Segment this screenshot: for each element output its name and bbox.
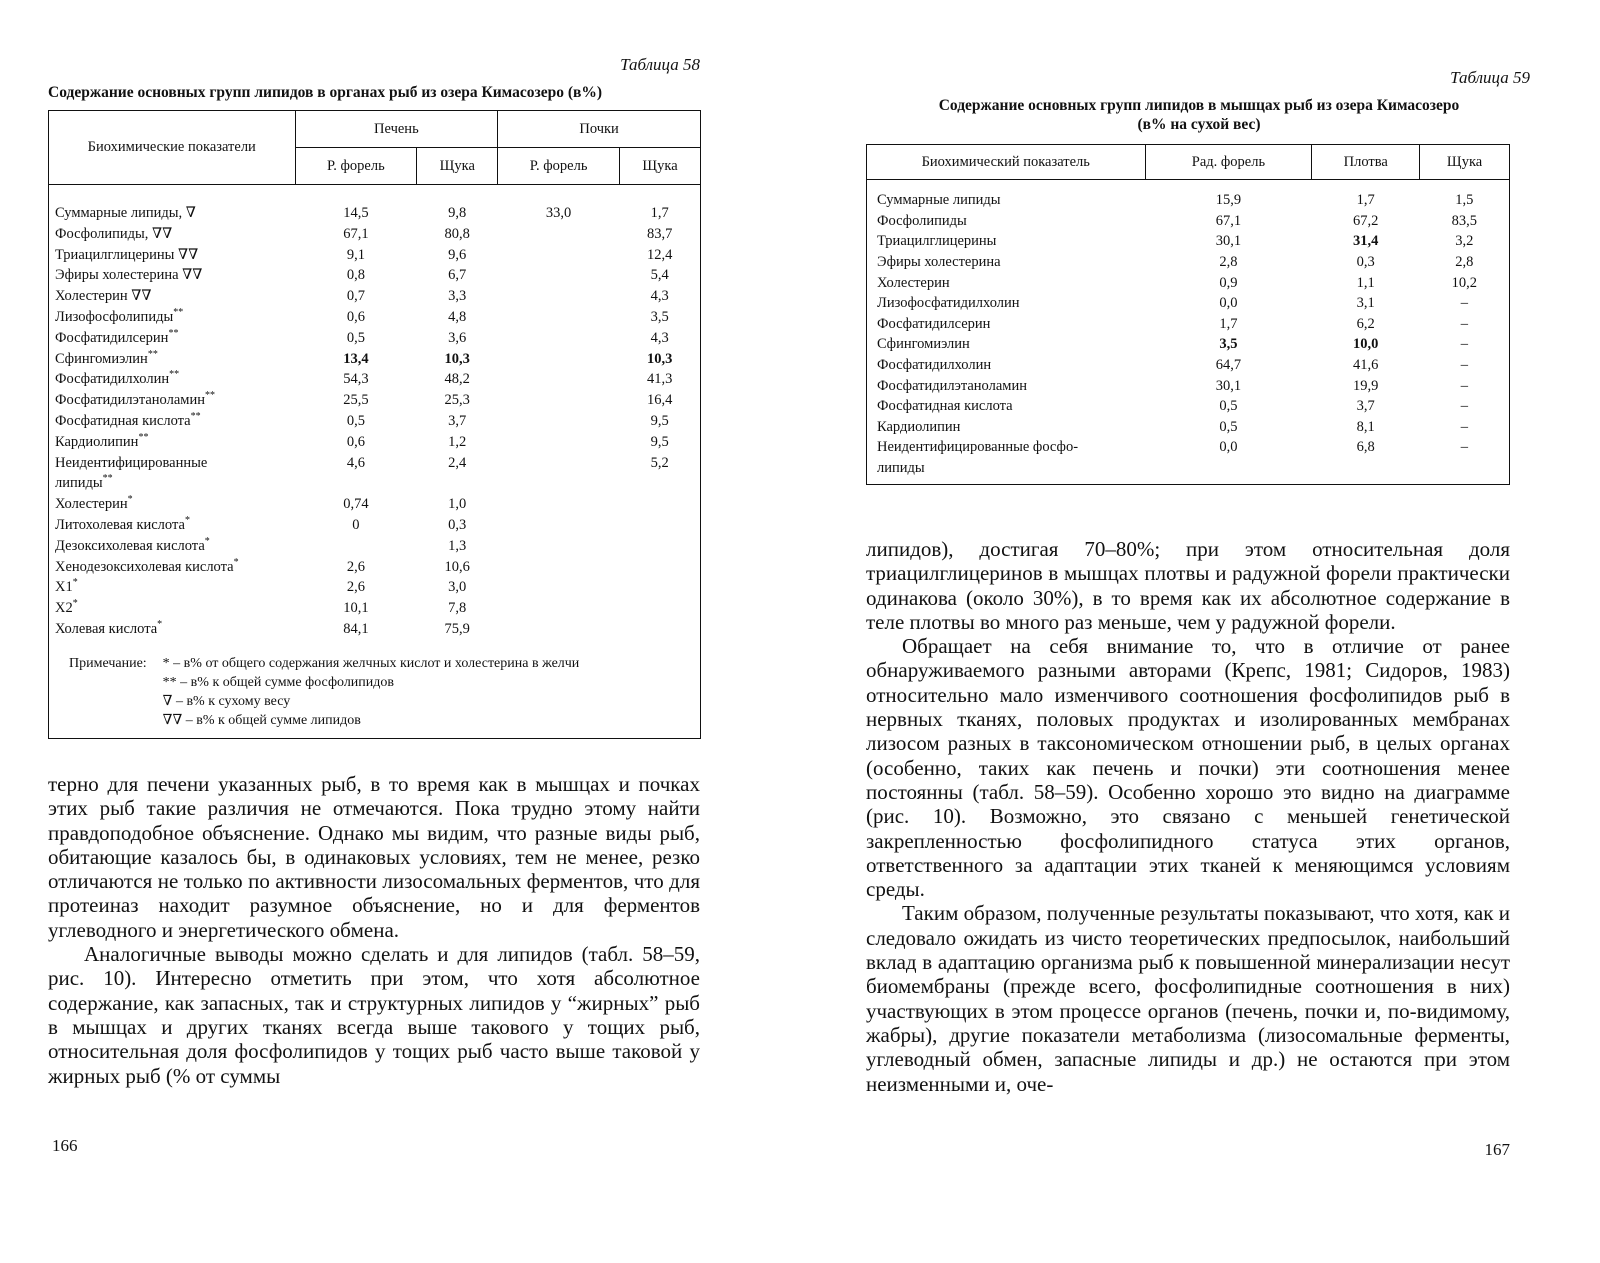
table-cell: 2,6 xyxy=(346,558,365,575)
table-cell: 4,8 xyxy=(448,308,467,325)
row-label: Фосфатидилэтаноламин** xyxy=(55,390,215,409)
table-cell: 4,6 xyxy=(346,454,365,471)
table-59 xyxy=(866,144,1510,485)
table-cell: 3,7 xyxy=(1356,398,1375,415)
paragraph: Обращает на себя внимание то, что в отличие от ранее обнаруживаемого разными авторами (Крепс, 1981; Сидоров, 1983) относительно мало изменчивого соотношения фосфолипидов рыб в нервных тканях, половых продуктах и изолированных мембранах лизосом разных в таксономическом отношении рыб, в целых органах (особенно, таких как печень и почки) эти соотношения менее постоянны (табл. 58–59). Особенно хорошо это видно на диаграмме (рис. 10). Возможно, это связано с меньшей генетической закрепленностью фосфолипидного статуса этих органов, ответственного за адаптации этих тканей к меняющимся условиям среды. xyxy=(866,634,1510,902)
table-cell: 13,4 xyxy=(343,350,369,367)
page-number: 167 xyxy=(1484,1140,1510,1159)
table-cell: 0,74 xyxy=(343,496,369,513)
table-cell xyxy=(498,328,620,349)
row-label: Фосфолипиды, ∇∇ xyxy=(55,225,173,242)
table-row xyxy=(49,536,701,557)
table-row xyxy=(867,211,1510,232)
table-cell xyxy=(498,265,620,286)
footnote-mark: * xyxy=(157,619,163,631)
table-cell xyxy=(498,536,620,557)
footnote-mark: ** xyxy=(147,348,158,360)
table-cell: 6,8 xyxy=(1356,439,1375,456)
row-label: Неидентифицированные фосфо- xyxy=(877,439,1079,456)
table-row xyxy=(49,224,701,245)
table-row xyxy=(49,265,701,286)
paragraph: липидов), достигая 70–80%; при этом относительная доля триацилглицеринов в мышцах плотвы и радужной форели практически одинакова (около 30%), в то время как их абсолютное содержание в теле плотвы во много раз меньше, чем у радужной форели. xyxy=(866,537,1510,634)
table-cell xyxy=(498,577,620,598)
table-cell: – xyxy=(1460,439,1468,456)
footnote-mark: ** xyxy=(168,327,179,339)
table-cell: 10,0 xyxy=(1353,336,1379,353)
footnote-mark: * xyxy=(204,535,210,547)
row-label: Фосфатидная кислота xyxy=(877,398,1013,415)
table-cell: 2,8 xyxy=(1219,254,1238,271)
table-cell xyxy=(619,577,700,598)
table-cell: 3,7 xyxy=(448,412,467,429)
table-cell xyxy=(498,515,620,536)
note-line: * – в% от общего содержания желчных кислот и холестерина в желчи xyxy=(162,655,580,671)
table-58 xyxy=(48,110,701,739)
table-cell: 2,4 xyxy=(448,454,467,471)
table-cell: 1,2 xyxy=(448,433,467,450)
table-cell: 3,1 xyxy=(1356,295,1375,312)
header-col-4: Щука xyxy=(619,148,700,185)
table-cell: 19,9 xyxy=(1353,377,1379,394)
table-row xyxy=(49,453,701,474)
table-cell xyxy=(619,536,700,557)
table-cell: 31,4 xyxy=(1353,233,1379,250)
table-row xyxy=(49,349,701,370)
table-row xyxy=(867,272,1510,293)
table-cell: 1,1 xyxy=(1356,274,1375,291)
row-label: Сфингомиэлин** xyxy=(55,348,158,367)
table-cell xyxy=(498,432,620,453)
table-cell: 67,1 xyxy=(1215,212,1242,229)
footnote-mark: * xyxy=(127,494,133,506)
table-cell: 1,7 xyxy=(1356,192,1375,209)
table-cell: – xyxy=(1460,295,1468,312)
table-cell xyxy=(498,390,620,411)
table-cell xyxy=(498,286,620,307)
table-59-body xyxy=(867,180,1510,485)
table-row xyxy=(867,458,1510,485)
table-cell xyxy=(619,515,700,536)
table-cell: 75,9 xyxy=(444,620,470,637)
table-cell xyxy=(498,307,620,328)
table-row xyxy=(49,494,701,515)
footnote-mark: ** xyxy=(138,431,149,443)
right-page xyxy=(866,0,1532,1263)
table-cell xyxy=(498,369,620,390)
row-label: Холестерин xyxy=(877,274,950,291)
table-cell: 3,3 xyxy=(448,288,467,305)
table-cell: 33,0 xyxy=(545,205,572,221)
table-cell: 7,8 xyxy=(448,600,467,617)
header-col-1: Р. форель xyxy=(295,148,417,185)
table-58-note xyxy=(49,646,701,739)
table-cell xyxy=(498,598,620,619)
table-cell: 15,9 xyxy=(1215,192,1242,209)
table-cell: 9,6 xyxy=(448,246,467,263)
table-cell: 9,8 xyxy=(448,205,467,221)
row-label: Лизофосфатидилхолин xyxy=(877,295,1020,312)
row-label: X2* xyxy=(55,598,78,617)
table-cell: 0,3 xyxy=(1356,254,1375,271)
table-cell xyxy=(498,557,620,578)
table-59-title-line-1: Содержание основных групп липидов в мышцах рыб из озера Кимасозеро xyxy=(938,97,1460,114)
table-cell: 0,7 xyxy=(346,288,365,305)
row-label: Эфиры холестерина ∇∇ xyxy=(55,267,203,284)
table-cell xyxy=(498,224,620,245)
row-label: Фосфолипиды xyxy=(877,212,967,229)
table-row xyxy=(867,314,1510,335)
table-cell: 1,7 xyxy=(650,205,669,221)
table-row xyxy=(49,245,701,266)
table-row xyxy=(867,375,1510,396)
table-cell: 1,5 xyxy=(1455,192,1474,209)
header-pike: Щука xyxy=(1420,145,1510,180)
paragraph: терно для печени указанных рыб, в то время как в мышцах и почках этих рыб такие различия не отмечаются. Пока трудно этому найти правдоподобное объяснение. Однако мы видим, что разные виды рыб, обитающие казалось бы, в одинаковых условиях, тем не менее, резко отличаются не только по активности лизосомальных ферментов, что для протеиназ находит разумное объяснение, но и для ферментов углеводного и энергетического обмена. xyxy=(48,772,700,942)
note-line: ∇∇ – в% к общей сумме липидов xyxy=(162,712,361,728)
table-cell: 0,6 xyxy=(346,308,365,325)
table-row xyxy=(49,515,701,536)
table-cell: 3,5 xyxy=(650,308,669,325)
table-cell xyxy=(295,536,417,557)
table-58-number: Таблица 58 xyxy=(620,55,700,74)
table-cell: 64,7 xyxy=(1215,357,1242,374)
table-cell: 48,2 xyxy=(444,371,470,388)
table-cell xyxy=(619,557,700,578)
header-roach: Плотва xyxy=(1312,145,1420,180)
table-cell xyxy=(417,473,498,494)
footnote-mark: * xyxy=(184,515,190,527)
table-cell: 30,1 xyxy=(1215,377,1242,394)
table-cell xyxy=(498,245,620,266)
table-cell: 67,1 xyxy=(343,225,369,242)
paragraph: Аналогичные выводы можно сделать и для липидов (табл. 58–59, рис. 10). Интересно отметить при этом, что хотя абсолютное содержание, как запасных, так и структурных липидов у “жирных” рыб в мышцах и других тканях всегда выше такового у тощих рыб, относительная доля фосфолипидов у тощих рыб часто выше таковой у жирных рыб (% от суммы xyxy=(48,942,700,1088)
table-cell: 2,8 xyxy=(1455,254,1474,271)
table-cell: 0,3 xyxy=(448,516,467,533)
table-58-title: Содержание основных групп липидов в органах рыб из озера Кимасозеро (в%) xyxy=(48,84,603,101)
table-row xyxy=(867,396,1510,417)
table-cell: 10,6 xyxy=(444,558,470,575)
table-cell: 3,6 xyxy=(448,329,467,346)
footnote-mark: * xyxy=(233,556,239,568)
row-label: Холевая кислота* xyxy=(55,619,163,637)
row-label: Суммарные липиды, ∇ xyxy=(55,205,196,221)
table-cell: 54,3 xyxy=(343,371,369,388)
table-cell: 0,8 xyxy=(346,267,365,284)
table-cell: 12,4 xyxy=(647,246,673,263)
table-row xyxy=(49,557,701,578)
table-row xyxy=(867,334,1510,355)
table-cell: 0,5 xyxy=(346,329,365,346)
table-59-title-line-2: (в% на сухой вес) xyxy=(1137,116,1261,133)
table-cell: 41,6 xyxy=(1353,357,1379,374)
row-label: Литохолевая кислота* xyxy=(55,515,190,533)
row-label: Холестерин ∇∇ xyxy=(55,288,152,305)
header-col-3: Р. форель xyxy=(498,148,620,185)
table-row xyxy=(867,437,1510,458)
table-cell: 10,2 xyxy=(1451,274,1477,291)
table-cell: 10,3 xyxy=(647,350,673,367)
footnote-mark: ** xyxy=(204,390,215,402)
table-cell: 4,3 xyxy=(650,288,669,305)
table-row xyxy=(49,473,701,494)
footnote-mark: * xyxy=(72,598,78,610)
table-cell: – xyxy=(1460,357,1468,374)
row-label: Суммарные липиды xyxy=(877,192,1001,209)
table-cell xyxy=(619,598,700,619)
table-cell: 84,1 xyxy=(343,620,369,637)
table-row xyxy=(867,252,1510,273)
paragraph: Таким образом, полученные результаты показывают, что хотя, как и следовало ожидать из чисто теоретических предпосылок, наибольший вклад в адаптацию организма рыб к повышенной минерализации несут биомембраны (прежде всего, фосфолипидные соотношения в них) участвующих в этом процессе органов (печень, почки и, по-видимому, жабры), другие показатели метаболизма (лизосомальные ферменты, углеводный обмен, запасные липиды и др.) не остаются при этом неизменными и, оче- xyxy=(866,901,1510,1096)
table-row xyxy=(49,390,701,411)
right-body-text xyxy=(866,537,1510,1096)
left-body-text xyxy=(48,772,700,1088)
table-cell: 6,7 xyxy=(448,267,467,284)
table-cell: – xyxy=(1460,418,1468,435)
table-row xyxy=(867,231,1510,252)
table-cell xyxy=(295,473,417,494)
table-cell xyxy=(498,453,620,474)
table-cell: 0,6 xyxy=(346,433,365,450)
table-cell: 10,3 xyxy=(444,350,470,367)
row-label: Фосфатидилхолин** xyxy=(55,369,180,388)
table-cell: 14,5 xyxy=(343,205,369,221)
table-cell: 0,0 xyxy=(1219,295,1238,312)
table-cell xyxy=(498,619,620,640)
table-cell: 9,5 xyxy=(650,412,669,429)
table-cell: 10,1 xyxy=(343,600,369,617)
table-cell: 67,2 xyxy=(1353,212,1379,229)
page-number: 166 xyxy=(52,1136,78,1155)
table-cell xyxy=(498,494,620,515)
table-cell: 1,7 xyxy=(1219,315,1238,332)
row-label: Неидентифицированные xyxy=(55,454,208,471)
table-cell: 16,4 xyxy=(647,392,673,409)
row-label: Кардиолипин** xyxy=(55,431,149,450)
footnote-mark: * xyxy=(72,577,78,589)
row-label: Фосфатидилэтаноламин xyxy=(877,377,1027,394)
table-cell: 9,5 xyxy=(650,433,669,450)
row-label: липиды xyxy=(877,460,925,477)
table-cell: 8,1 xyxy=(1356,418,1375,435)
row-label: липиды** xyxy=(55,473,113,492)
table-cell: 2,6 xyxy=(346,579,365,596)
table-row xyxy=(867,417,1510,438)
table-cell: 25,3 xyxy=(444,392,470,409)
row-label: Сфингомиэлин xyxy=(877,336,970,353)
table-cell: 5,2 xyxy=(650,454,669,471)
table-cell: 4,3 xyxy=(650,329,669,346)
table-cell: 83,5 xyxy=(1451,212,1477,229)
table-cell: 6,2 xyxy=(1356,315,1375,332)
row-label: Фосфатидилсерин** xyxy=(55,327,179,346)
table-cell: 0,5 xyxy=(1219,418,1238,435)
table-cell: 1,3 xyxy=(448,537,467,554)
table-row xyxy=(49,369,701,390)
footnote-mark: ** xyxy=(169,369,180,381)
table-row xyxy=(867,293,1510,314)
table-cell xyxy=(619,494,700,515)
row-label: Дезоксихолевая кислота* xyxy=(55,535,210,554)
table-cell: 1,0 xyxy=(448,496,467,513)
table-row xyxy=(49,307,701,328)
row-label: Фосфатидилсерин xyxy=(877,315,991,332)
left-page xyxy=(48,0,708,1263)
table-cell: 0,9 xyxy=(1219,274,1238,291)
table-cell xyxy=(1145,458,1312,485)
table-cell: 0,5 xyxy=(346,412,365,429)
row-label: Фосфатидилхолин xyxy=(877,357,992,374)
header-trout: Рад. форель xyxy=(1145,145,1312,180)
table-cell xyxy=(498,349,620,370)
row-label: Хенодезоксихолевая кислота* xyxy=(55,556,239,575)
row-label: Триацилглицерины xyxy=(877,233,997,250)
table-cell: 9,1 xyxy=(346,246,365,263)
table-cell xyxy=(619,473,700,494)
table-cell xyxy=(1312,458,1420,485)
header-indicator: Биохимические показатели xyxy=(49,111,296,185)
header-kidneys: Почки xyxy=(498,111,701,148)
table-cell: 3,5 xyxy=(1219,336,1238,353)
table-row xyxy=(49,432,701,453)
row-label: Лизофосфолипиды** xyxy=(55,307,184,325)
table-58-body xyxy=(49,185,701,646)
table-cell: 0 xyxy=(352,516,360,533)
table-cell: 83,7 xyxy=(647,225,673,242)
table-cell: 0,5 xyxy=(1219,398,1238,415)
table-cell: – xyxy=(1460,315,1468,332)
table-row xyxy=(49,328,701,349)
row-label: Кардиолипин xyxy=(877,418,961,435)
table-row xyxy=(49,411,701,432)
header-indicator: Биохимический показатель xyxy=(867,145,1146,180)
note-line: ** – в% к общей сумме фосфолипидов xyxy=(162,674,395,690)
table-row xyxy=(49,203,701,224)
table-59-number: Таблица 59 xyxy=(1450,68,1530,87)
footnote-mark: ** xyxy=(102,473,113,485)
footnote-mark: ** xyxy=(173,307,184,319)
table-cell: 25,5 xyxy=(343,392,369,409)
table-cell: 3,0 xyxy=(448,579,467,596)
table-row xyxy=(867,190,1510,211)
row-label: Триацилглицерины ∇∇ xyxy=(55,246,199,263)
row-label: X1* xyxy=(55,577,78,596)
row-label: Фосфатидная кислота** xyxy=(55,411,201,429)
row-label: Холестерин* xyxy=(55,494,133,513)
table-cell: 5,4 xyxy=(650,267,669,284)
table-cell xyxy=(498,473,620,494)
table-row xyxy=(49,286,701,307)
footnote-mark: ** xyxy=(190,411,201,423)
table-cell xyxy=(498,411,620,432)
table-cell: 41,3 xyxy=(647,371,673,388)
table-cell xyxy=(1420,458,1510,485)
note-line: ∇ – в% к сухому весу xyxy=(162,693,291,709)
table-59-title xyxy=(866,96,1532,134)
row-label: Эфиры холестерина xyxy=(877,254,1001,271)
table-cell: 30,1 xyxy=(1215,233,1242,250)
table-cell: – xyxy=(1460,336,1468,353)
table-row xyxy=(49,619,701,640)
table-row xyxy=(867,355,1510,376)
table-cell: – xyxy=(1460,398,1468,415)
table-cell: 0,0 xyxy=(1219,439,1238,456)
table-cell: – xyxy=(1460,377,1468,394)
header-liver: Печень xyxy=(295,111,498,148)
table-row xyxy=(49,598,701,619)
header-col-2: Щука xyxy=(417,148,498,185)
table-row xyxy=(49,577,701,598)
table-cell: 3,2 xyxy=(1455,233,1474,250)
note-label: Примечание: xyxy=(69,655,147,671)
table-cell xyxy=(619,619,700,640)
table-cell: 80,8 xyxy=(444,225,470,242)
